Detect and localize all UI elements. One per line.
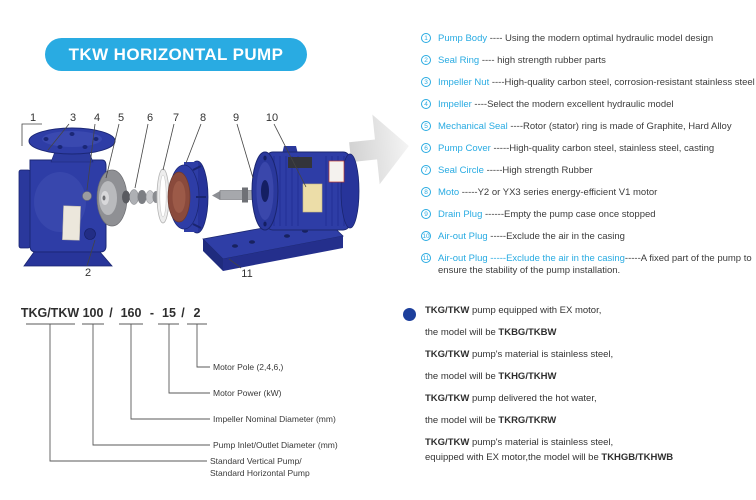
label-inlet-outlet: Pump Inlet/Outlet Diameter (mm)	[213, 440, 338, 450]
part-desc: -----High-quality carbon steel, stainless steel, casting	[490, 143, 715, 154]
callout-3: 3	[69, 112, 77, 124]
callout-5: 5	[117, 112, 125, 124]
bullet-circle-icon	[403, 308, 416, 321]
label-motor-pole: Motor Pole (2,4,6,)	[213, 362, 284, 372]
part-desc: -----Exclude the air in the casing	[487, 231, 625, 242]
part-name: Moto	[438, 187, 460, 198]
part-item-5	[421, 121, 755, 133]
part-number-badge: 10	[422, 233, 430, 240]
part-number-badge: 9	[421, 209, 431, 219]
part-item-8	[421, 187, 755, 199]
part-item-9	[421, 209, 755, 221]
title-banner	[45, 38, 307, 71]
part-name: Pump Cover	[438, 143, 491, 154]
part-number-badge: 6	[421, 143, 431, 153]
model-variant-notes	[403, 305, 755, 474]
callout-9: 9	[232, 112, 240, 124]
part-desc: ---- Using the modern optimal hydraulic model design	[487, 33, 714, 44]
note-line: equipped with EX motor,the model will be TKHGB/TKHWB	[425, 452, 674, 463]
part-item-6	[421, 143, 755, 155]
callout-8: 8	[199, 112, 207, 124]
pump-body-label-sticker	[62, 206, 80, 241]
part-name: Impeller	[438, 99, 472, 110]
model-code-breakdown	[0, 295, 400, 500]
seal-circle-oring	[157, 169, 169, 223]
note-line: the model will be TKHG/TKHW	[425, 371, 557, 382]
part-item-2	[421, 55, 755, 67]
part-number-badge: 5	[421, 121, 431, 131]
callout-2: 2	[84, 267, 92, 279]
model-sep1: /	[109, 306, 113, 320]
part-number-badge: 7	[421, 165, 431, 175]
motor-shaft	[212, 188, 256, 203]
part-name: Mechanical Seal	[438, 121, 508, 132]
part-name: Impeller Nut	[438, 77, 490, 88]
model-sep2: -	[149, 306, 155, 320]
part-desc: ------Empty the pump case once stopped	[482, 209, 656, 220]
label-motor-power: Motor Power (kW)	[213, 388, 282, 398]
part-desc: -----A fixed part of the pump to ensure the stability of the pump installation.	[438, 253, 752, 276]
part-desc: ---- high strength rubber parts	[479, 55, 606, 66]
callout-1: 1	[29, 112, 37, 124]
label-standard-line2: Standard Horizontal Pump	[210, 468, 310, 478]
part-name: Seal Circle	[438, 165, 484, 176]
note-line: TKG/TKW pump's material is stainless steel,	[425, 349, 614, 360]
motor-sticker	[329, 161, 344, 182]
model-num4: 2	[193, 306, 201, 320]
callout-6: 6	[146, 112, 154, 124]
callout-4: 4	[93, 112, 101, 124]
model-code-labels	[210, 362, 338, 478]
part-number-badge: 11	[422, 255, 430, 262]
page-title: TKW HORIZONTAL PUMP	[68, 44, 284, 64]
note-line: the model will be TKBG/TKBW	[425, 327, 557, 338]
model-num1: 100	[82, 306, 104, 320]
part-number-badge: 3	[421, 77, 431, 87]
part-name: Seal Ring	[438, 55, 480, 66]
motor-label-yellow	[303, 184, 322, 212]
part-name: Pump Body	[438, 33, 488, 44]
part-desc: ----Select the modern excellent hydraulic model	[471, 99, 674, 110]
note-line: TKG/TKW pump delivered the hot water,	[425, 393, 597, 404]
part-desc: ----Rotor (stator) ring is made of Graphite, Hard Alloy	[507, 121, 732, 132]
part-item-7	[421, 165, 755, 177]
callout-10: 10	[265, 112, 279, 124]
motor	[252, 146, 359, 230]
callout-7: 7	[172, 112, 180, 124]
part-item-4	[421, 99, 755, 111]
note-lines	[425, 305, 755, 464]
part-number-badge: 1	[421, 33, 431, 43]
part-item-1	[421, 33, 755, 45]
note-line: TKG/TKW pump equipped with EX motor,	[425, 305, 602, 316]
model-sep3: /	[181, 306, 185, 320]
part-number-badge: 8	[421, 187, 431, 197]
model-code-text	[21, 306, 201, 320]
part-number-badge: 4	[421, 99, 431, 109]
model-code-lines	[26, 324, 210, 461]
pump-cover	[168, 161, 208, 233]
part-item-10	[421, 231, 755, 243]
part-name: Air-out Plug	[438, 231, 488, 242]
model-num2: 160	[120, 306, 142, 320]
pump-exploded-diagram	[0, 95, 420, 305]
part-desc: -----Y2 or YX3 series energy-efficient V1 motor	[459, 187, 658, 198]
note-line: the model will be TKRG/TKRW	[425, 415, 557, 426]
part-name: Air-out Plug -----Exclude the air in the casing	[438, 253, 625, 264]
label-impeller-diameter: Impeller Nominal Diameter (mm)	[213, 414, 336, 424]
part-desc: ----High-quality carbon steel, corrosion-resistant stainless steel	[489, 77, 755, 88]
drain-plug	[85, 229, 96, 240]
part-number-badge: 2	[421, 55, 431, 65]
callout-11: 11	[241, 268, 253, 280]
mechanical-seal-parts	[122, 190, 160, 205]
part-name: Drain Plug	[438, 209, 483, 220]
model-prefix: TKG/TKW	[20, 306, 80, 320]
model-num3: 15	[162, 306, 176, 320]
part-item-3	[421, 77, 755, 89]
impeller-nut	[83, 192, 92, 201]
note-line: TKG/TKW pump's material is stainless steel,	[425, 437, 614, 448]
part-desc: -----High strength Rubber	[483, 165, 593, 176]
part-item-11	[421, 253, 755, 276]
label-standard-line1: Standard Vertical Pump/	[210, 456, 302, 466]
parts-list	[421, 33, 755, 287]
